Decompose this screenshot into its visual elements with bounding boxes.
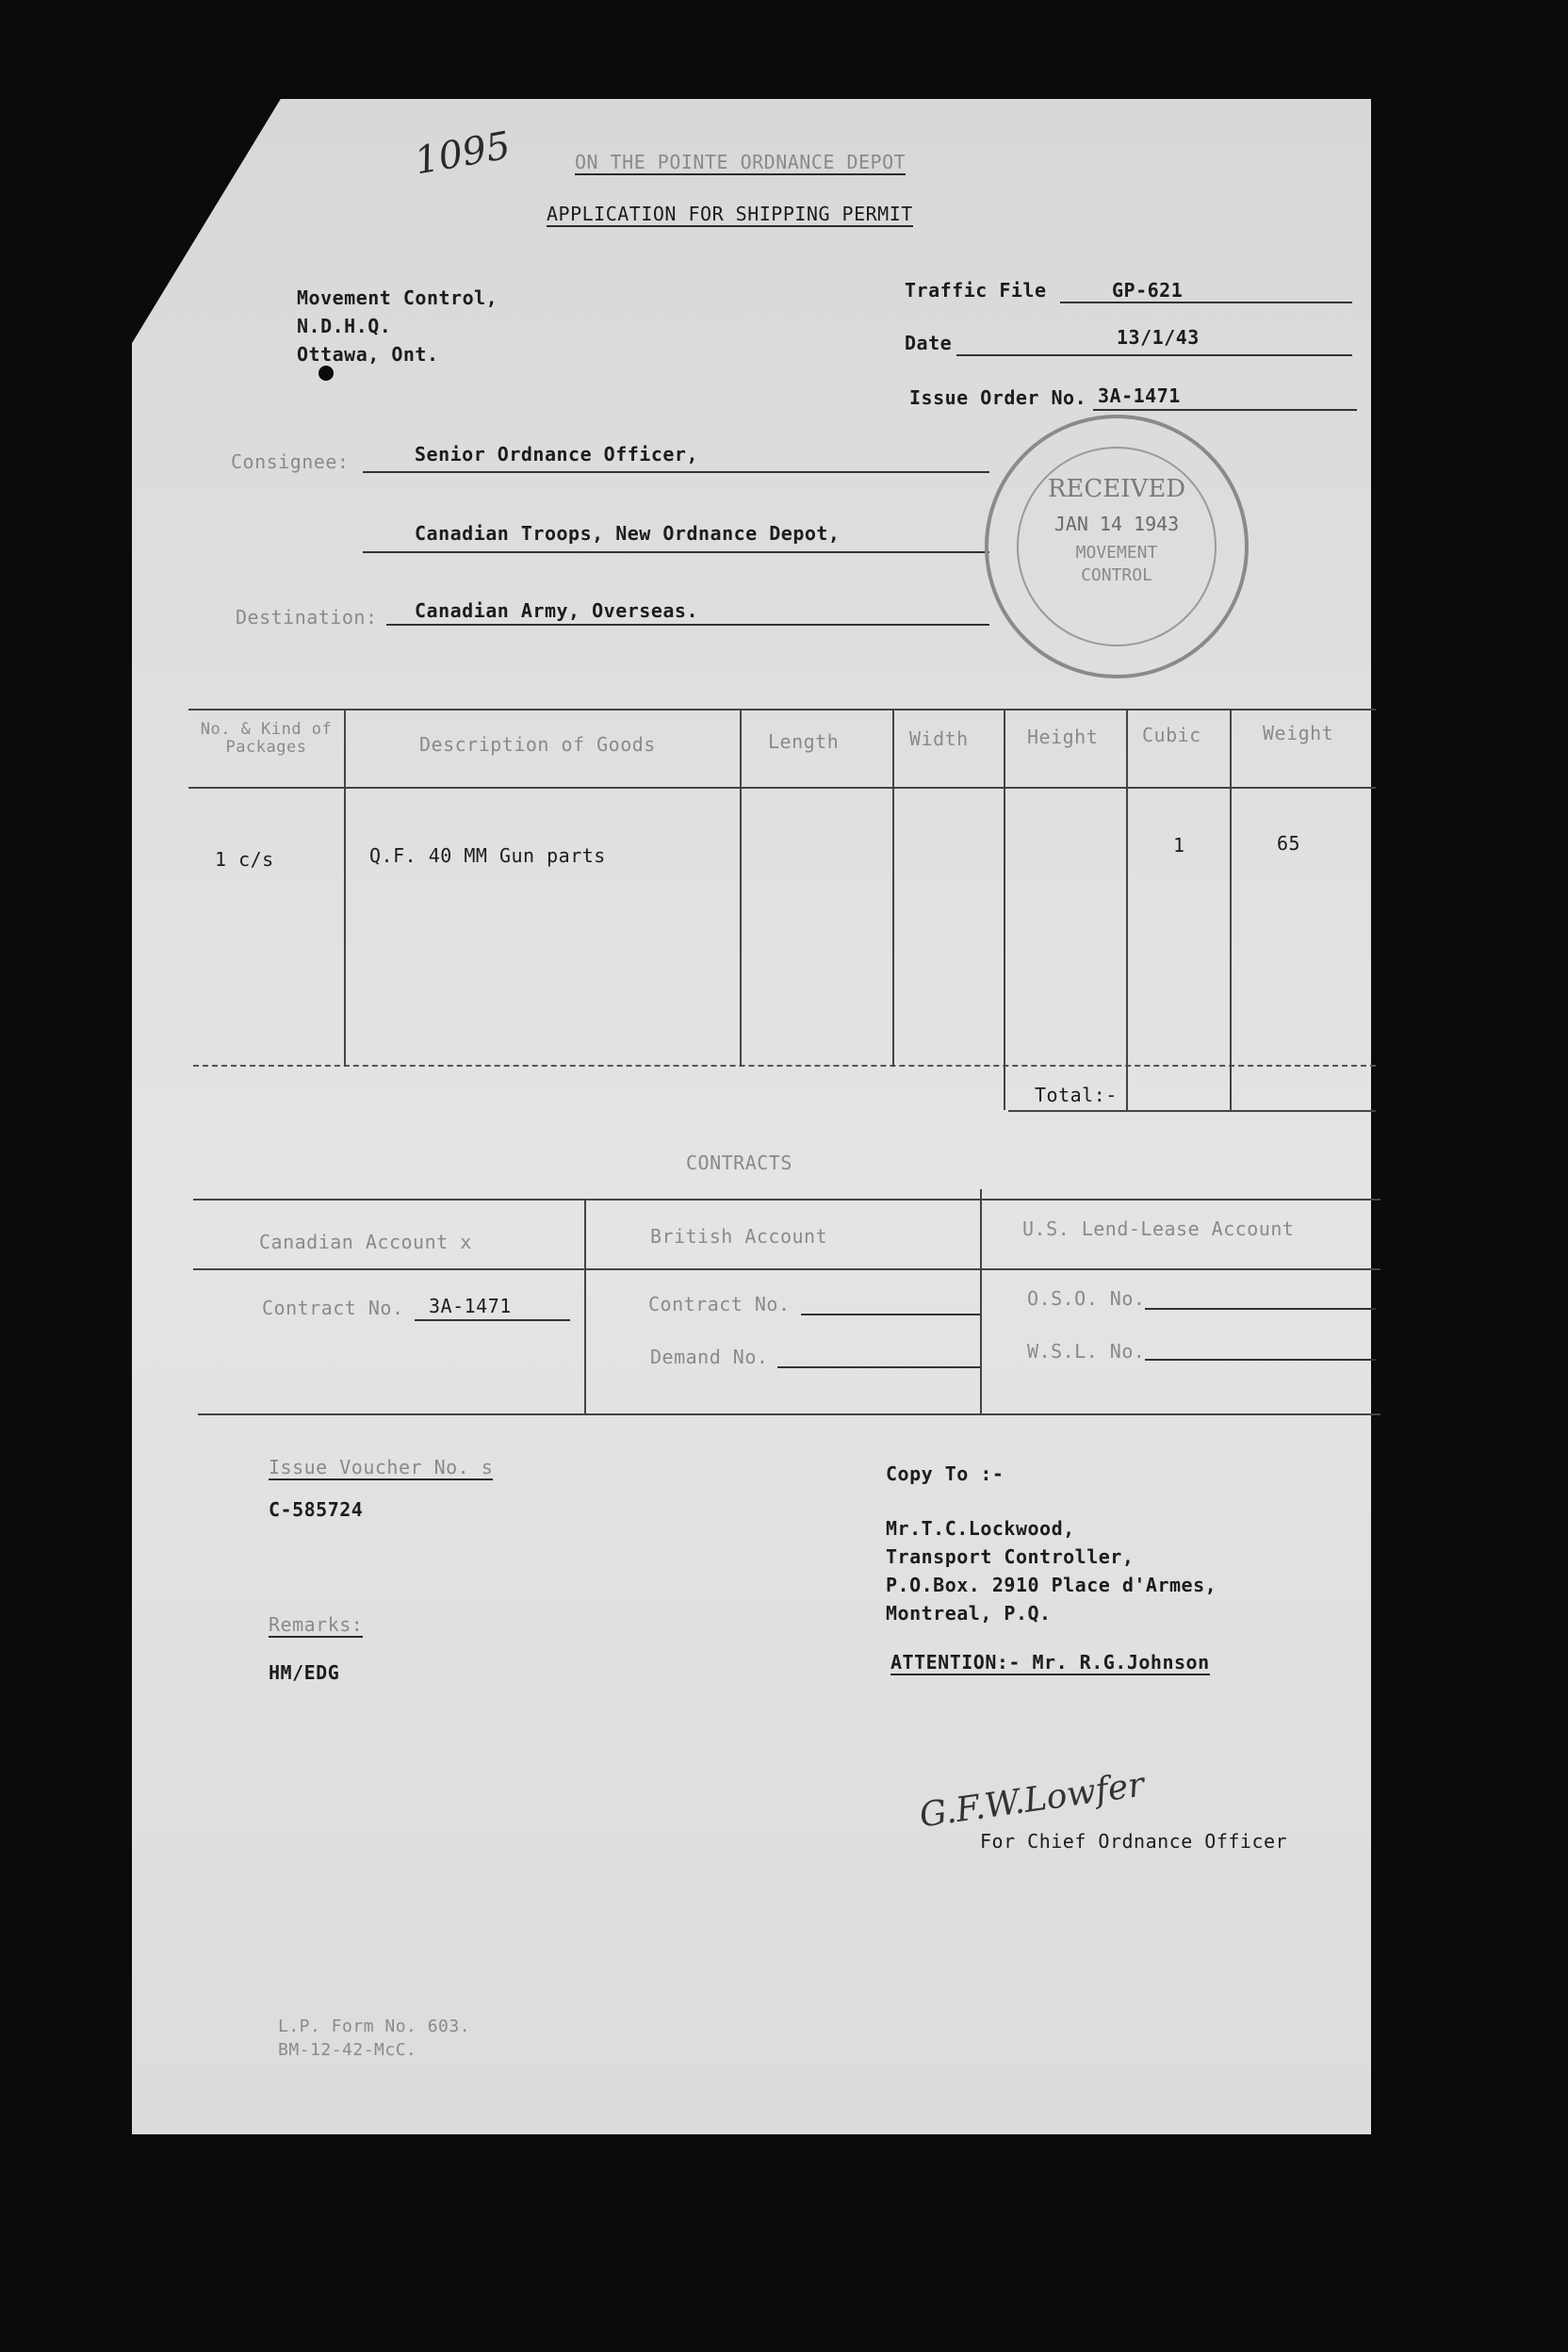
table-body-bottom-rule xyxy=(193,1065,1376,1067)
british-contract-label: Contract No. xyxy=(648,1293,791,1315)
signature-for-label: For Chief Ordnance Officer xyxy=(980,1830,1288,1853)
british-contract-underline xyxy=(801,1314,980,1315)
issue-order-label: Issue Order No. xyxy=(909,386,1087,409)
copy-to-line-1: Mr.T.C.Lockwood, xyxy=(886,1517,1075,1540)
canadian-account: Canadian Account x xyxy=(259,1231,472,1253)
document-page xyxy=(132,99,1371,2134)
col-divider-2 xyxy=(740,709,742,1067)
col-divider-5 xyxy=(1126,709,1128,1110)
traffic-file-value: GP-621 xyxy=(1112,279,1184,302)
consignee-line-1: Senior Ordnance Officer, xyxy=(415,443,698,466)
destination-label: Destination: xyxy=(236,606,378,629)
punch-hole xyxy=(318,366,334,381)
col-divider-1 xyxy=(344,709,346,1067)
cell-description: Q.F. 40 MM Gun parts xyxy=(369,844,606,867)
header-weight: Weight xyxy=(1263,722,1334,744)
canadian-contract-underline xyxy=(415,1319,570,1321)
wsl-label: W.S.L. No. xyxy=(1027,1340,1146,1363)
consignee-line-2: Canadian Troops, New Ordnance Depot, xyxy=(415,522,841,545)
british-account: British Account xyxy=(650,1225,828,1248)
destination-value: Canadian Army, Overseas. xyxy=(415,599,698,622)
demand-underline xyxy=(777,1366,980,1368)
demand-label: Demand No. xyxy=(650,1346,769,1368)
cell-cubic: 1 xyxy=(1173,834,1185,857)
oso-label: O.S.O. No. xyxy=(1027,1287,1146,1310)
form-number: L.P. Form No. 603. xyxy=(278,2017,471,2036)
oso-underline xyxy=(1145,1308,1376,1310)
contracts-divider-1 xyxy=(584,1199,586,1415)
addressee-line-2: N.D.H.Q. xyxy=(297,315,392,337)
consignee-label: Consignee: xyxy=(231,450,350,473)
stamp-line-3: MOVEMENT xyxy=(1075,543,1158,563)
attention-line: ATTENTION:- Mr. R.G.Johnson xyxy=(890,1651,1210,1674)
date-label: Date xyxy=(905,332,953,354)
cell-weight: 65 xyxy=(1277,832,1301,855)
contracts-title: CONTRACTS xyxy=(686,1152,792,1174)
header-packages: No. & Kind of Packages xyxy=(200,720,333,757)
issue-order-value: 3A-1471 xyxy=(1098,384,1181,407)
stamp-date: JAN 14 1943 xyxy=(1054,513,1180,535)
header-height: Height xyxy=(1027,726,1099,748)
canadian-contract-label: Contract No. xyxy=(262,1297,404,1319)
consignee-line-1-underline xyxy=(363,471,989,473)
traffic-file-underline xyxy=(1060,302,1352,303)
consignee-line-2-underline xyxy=(363,551,989,553)
us-lend-lease-account: U.S. Lend-Lease Account xyxy=(1022,1217,1295,1240)
table-total-rule xyxy=(1008,1110,1376,1112)
handwritten-file-number: 1095 xyxy=(411,123,514,184)
stamp-line-4: CONTROL xyxy=(1081,565,1152,585)
copy-to-label: Copy To :- xyxy=(886,1462,1004,1485)
addressee-line-3: Ottawa, Ont. xyxy=(297,343,439,366)
header-length: Length xyxy=(768,730,840,753)
traffic-file-label: Traffic File xyxy=(905,279,1047,302)
total-label: Total:- xyxy=(1035,1084,1118,1106)
contracts-bottom-rule xyxy=(198,1413,1380,1415)
issue-voucher-label: Issue Voucher No. s xyxy=(269,1456,494,1478)
wsl-underline xyxy=(1145,1359,1376,1361)
issue-voucher-value: C-585724 xyxy=(269,1498,364,1521)
contracts-header-rule xyxy=(193,1268,1380,1270)
issue-order-underline xyxy=(1093,409,1357,411)
contracts-top-rule xyxy=(193,1199,1380,1200)
header-cubic: Cubic xyxy=(1142,724,1201,746)
depot-name: ON THE POINTE ORDNANCE DEPOT xyxy=(575,151,906,173)
copy-to-line-4: Montreal, P.Q. xyxy=(886,1602,1052,1625)
received-stamp xyxy=(985,415,1249,678)
canadian-contract-value: 3A-1471 xyxy=(429,1295,512,1317)
copy-to-line-3: P.O.Box. 2910 Place d'Armes, xyxy=(886,1574,1217,1596)
remarks-value: HM/EDG xyxy=(269,1661,340,1684)
table-header-rule xyxy=(188,787,1376,789)
copy-to-line-2: Transport Controller, xyxy=(886,1545,1135,1568)
cell-packages: 1 c/s xyxy=(215,848,274,871)
signature: G.F.W.Lowfer xyxy=(917,1765,1147,1836)
header-description: Description of Goods xyxy=(419,733,656,756)
form-title: APPLICATION FOR SHIPPING PERMIT xyxy=(547,203,913,225)
addressee-line-1: Movement Control, xyxy=(297,286,498,309)
date-underline xyxy=(956,354,1352,356)
col-divider-4 xyxy=(1004,709,1005,1110)
stamp-received: RECEIVED xyxy=(1047,475,1186,503)
col-divider-6 xyxy=(1230,709,1232,1110)
remarks-label: Remarks: xyxy=(269,1613,364,1636)
print-code: BM-12-42-McC. xyxy=(278,2040,417,2060)
date-value: 13/1/43 xyxy=(1117,326,1200,349)
destination-underline xyxy=(386,624,989,626)
contracts-divider-2 xyxy=(980,1189,982,1415)
col-divider-3 xyxy=(892,709,894,1067)
header-width: Width xyxy=(909,727,969,750)
table-top-rule xyxy=(188,709,1376,710)
